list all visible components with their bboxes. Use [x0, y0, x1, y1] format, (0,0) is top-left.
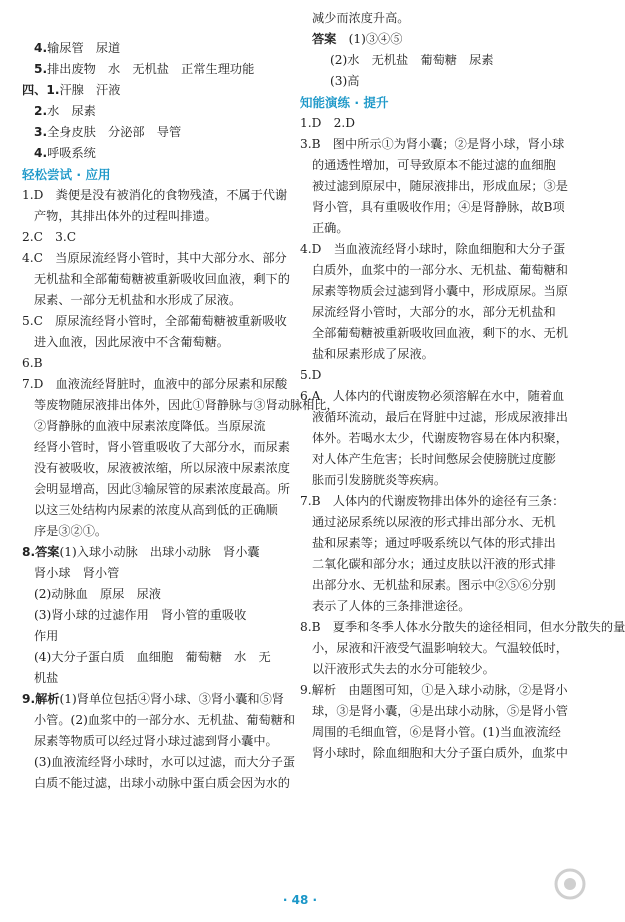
section-title: 知能演练 · 提升: [300, 95, 389, 110]
answer-line: 4.呼吸系统: [34, 146, 96, 160]
right-column: [300, 8, 625, 764]
answer-line: 产物，其排出体外的过程叫排遗。: [34, 209, 217, 223]
answer-line: 7.D 血液流经肾脏时，血液中的部分尿素和尿酸: [22, 377, 288, 391]
answer-line: 出部分水、无机盐和尿素。图示中②⑤⑥分别: [312, 578, 556, 592]
answer-line: 等废物随尿液排出体外，因此①肾静脉与③肾动脉相比，: [34, 398, 339, 412]
answer-line: 二氧化碳和部分水；通过皮肤以汗液的形式排: [312, 557, 556, 571]
answer-line: (3)高: [330, 74, 360, 88]
answer-line: (3)肾小球的过滤作用 肾小管的重吸收: [34, 608, 247, 622]
answer-line: 7.B 人体内的代谢废物排出体外的途径有三条：: [300, 494, 565, 508]
answer-line: 5.排出废物 水 无机盐 正常生理功能: [34, 62, 255, 76]
answer-line: 作用: [34, 629, 59, 643]
answer-line: (2)动脉血 原尿 尿液: [34, 587, 161, 601]
answer-line: 小，尿液和汗液受气温影响较大。气温较低时，: [312, 641, 568, 655]
answer-line: 的通透性增加，可导致原本不能过滤的血细胞: [312, 158, 556, 172]
answer-line: 5.D: [300, 368, 322, 382]
answer-line: 会明显增高，因此③输尿管的尿素浓度最高。所: [34, 482, 290, 496]
answer-line: (2)水 无机盐 葡萄糖 尿素: [330, 53, 494, 67]
answer-line: (3)血液流经肾小球时，水可以过滤，而大分子蛋: [34, 755, 296, 769]
answer-line: 4.C 当原尿流经肾小管时，其中大部分水、部分: [22, 251, 287, 265]
answer-line: 周围的毛细血管，⑥是肾小管。(1)当血液流经: [312, 725, 561, 739]
answer-line: 球，③是肾小囊，④是出球小动脉，⑤是肾小管: [312, 704, 568, 718]
answer-line: 尿流经肾小管时，大部分的水，部分无机盐和: [312, 305, 556, 319]
answer-line: 5.C 原尿流经肾小管时，全部葡萄糖被重新吸收: [22, 314, 287, 328]
answer-line: 4.输尿管 尿道: [34, 41, 121, 55]
answer-line: 表示了人体的三条排泄途径。: [312, 599, 471, 613]
answer-line: 经肾小管时，肾小管重吸收了大部分水，而尿素: [34, 440, 290, 454]
answer-line: 8.答案(1)入球小动脉 出球小动脉 肾小囊: [22, 545, 260, 559]
answer-line: 以汗液形式失去的水分可能较少。: [312, 662, 495, 676]
answer-line: ②肾静脉的血液中尿素浓度降低。当原尿流: [34, 419, 266, 433]
answer-line: 尿素、一部分无机盐和水形成了尿液。: [34, 293, 242, 307]
answer-line: 机盐: [34, 671, 59, 685]
answer-line: 白质外，血浆中的一部分水、无机盐、葡萄糖和: [312, 263, 568, 277]
answer-line: 2.C 3.C: [22, 230, 77, 244]
answer-line: 3.B 图中所示①为肾小囊；②是肾小球，肾小球: [300, 137, 565, 151]
answer-line: 2.水 尿素: [34, 104, 96, 118]
watermark-icon: [462, 866, 592, 918]
answer-line: 答案 (1)③④⑤: [312, 32, 403, 46]
answer-line: 小管。(2)血浆中的一部分水、无机盐、葡萄糖和: [34, 713, 296, 727]
answer-line: 胀而引发膀胱炎等疾病。: [312, 473, 447, 487]
answer-line: 3.全身皮肤 分泌部 导管: [34, 125, 182, 139]
watermark-logo: [462, 866, 592, 918]
page-number: · 48 ·: [282, 893, 318, 907]
answer-line: 肾小球 肾小管: [34, 566, 120, 580]
answer-line: 肾小管，具有重吸收作用；④是肾静脉，故B项: [312, 200, 565, 214]
answer-line: 盐和尿素等；通过呼吸系统以气体的形式排出: [312, 536, 556, 550]
answer-line: 1.D 2.D: [300, 116, 355, 130]
answer-line: 通过泌尿系统以尿液的形式排出部分水、无机: [312, 515, 556, 529]
answer-line: 全部葡萄糖被重新吸收回血液，剩下的水、无机: [312, 326, 568, 340]
answer-line: 以这三处结构内尿素的浓度从高到低的正确顺: [34, 503, 278, 517]
answer-line: 对人体产生危害；长时间憋尿会使膀胱过度膨: [312, 452, 556, 466]
answer-line: 序是③②①。: [34, 524, 108, 538]
answer-line: 被过滤到原尿中，随尿液排出，形成血尿；③是: [312, 179, 568, 193]
answer-line: 尿素等物质会过滤到肾小囊中，形成原尿。当原: [312, 284, 568, 298]
answer-line: 6.A 人体内的代谢废物必须溶解在水中，随着血: [300, 389, 565, 403]
answer-line: 4.D 当血液流经肾小球时，除血细胞和大分子蛋: [300, 242, 566, 256]
answer-line: 正确。: [312, 221, 349, 235]
answer-line: 肾小球时，除血细胞和大分子蛋白质外，血浆中: [312, 746, 568, 760]
section-title: 轻松尝试 · 应用: [22, 167, 111, 182]
answer-line: (4)大分子蛋白质 血细胞 葡萄糖 水 无: [34, 650, 271, 664]
answer-line: 9.解析 由题图可知，①是入球小动脉，②是肾小: [300, 683, 568, 697]
answer-line: 体外。若喝水太少，代谢废物容易在体内积聚，: [312, 431, 568, 445]
answer-line: 减少而浓度升高。: [312, 11, 410, 25]
answer-line: 没有被吸收，尿液被浓缩，所以尿液中尿素浓度: [34, 461, 290, 475]
answer-line: 白质不能过滤，出球小动脉中蛋白质会因为水的: [34, 776, 290, 790]
answer-line: 无机盐和全部葡萄糖被重新吸收回血液，剩下的: [34, 272, 290, 286]
answer-line: 6.B: [22, 356, 43, 370]
answer-line: 盐和尿素形成了尿液。: [312, 347, 434, 361]
answer-line: 尿素等物质可以经过肾小球过滤到肾小囊中。: [34, 734, 278, 748]
answer-line: 进入血液，因此尿液中不含葡萄糖。: [34, 335, 229, 349]
answer-line: 液循环流动，最后在肾脏中过滤，形成尿液排出: [312, 410, 568, 424]
answer-line: 8.B 夏季和冬季人体水分散失的途径相同，但水分散失的量: [300, 620, 625, 634]
answer-line: 四、1.汗腺 汗液: [22, 83, 121, 97]
answer-line: 9.解析(1)肾单位包括④肾小球、③肾小囊和⑤肾: [22, 692, 284, 706]
answer-line: 1.D 粪便是没有被消化的食物残渣，不属于代谢: [22, 188, 288, 202]
right-body: [300, 113, 625, 764]
